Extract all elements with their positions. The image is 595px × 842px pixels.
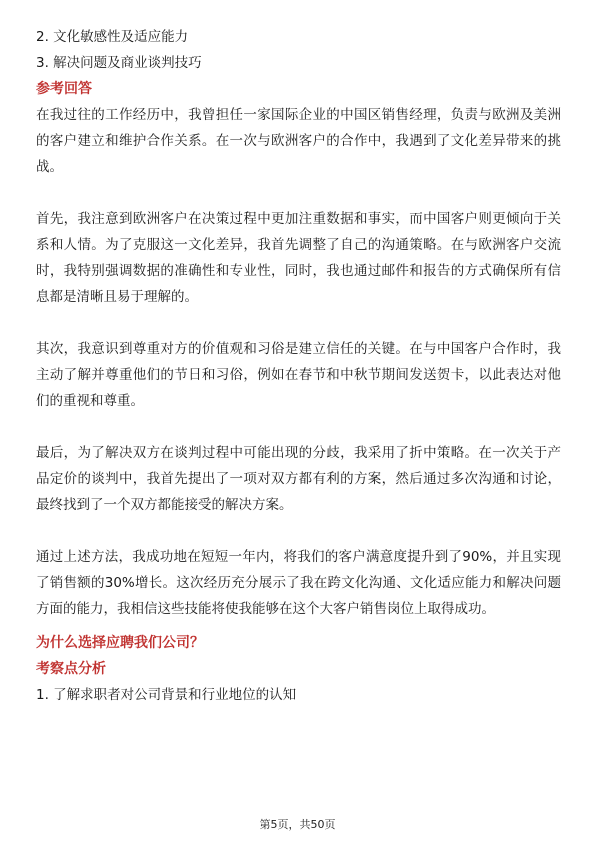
page-footer: 第5页，共50页 [259,818,336,831]
paragraph-spacer [36,180,561,206]
answer-paragraph-4: 最后，为了解决双方在谈判过程中可能出现的分歧，我采用了折中策略。在一次关于产品定价的谈判中，我首先提出了一项对双方都有利的方案，然后通过多次沟通和讨论，最终找到了一个双方都能接受的解决方案。 [36,445,561,513]
answer-paragraph-1: 在我过往的工作经历中，我曾担任一家国际企业的中国区销售经理，负责与欧洲及美洲的客户建立和维护合作关系。在一次与欧洲客户的合作中，我遇到了文化差异带来的挑战。 [36,107,561,175]
next-question-heading: 为什么选择应聘我们公司？ [36,635,204,651]
paragraph-spacer [36,518,561,544]
paragraph-spacer [36,414,561,440]
answer-paragraph-5: 通过上述方法，我成功地在短短一年内，将我们的客户满意度提升到了90%，并且实现了销售额的30%增长。这次经历充分展示了我在跨文化沟通、文化适应能力和解决问题方面的能力，我相信这些技能将使我能够在这个大客户销售岗位上取得成功。 [36,549,561,617]
answer-heading: 参考回答 [36,81,92,97]
analysis-heading: 考察点分析 [36,661,106,677]
section-spacer [36,622,561,630]
answer-paragraph-3: 其次，我意识到尊重对方的价值观和习俗是建立信任的关键。在与中国客户合作时，我主动了解并尊重他们的节日和习俗，例如在春节和中秋节期间发送贺卡，以此表达对他们的重视和尊重。 [36,341,561,409]
top-list-item-2: 2. 文化敏感性及适应能力 [36,29,189,45]
paragraph-spacer [36,310,561,336]
page-content [36,24,561,708]
answer-paragraph-2: 首先，我注意到欧洲客户在决策过程中更加注重数据和事实，而中国客户则更倾向于关系和人情。为了克服这一文化差异，我首先调整了自己的沟通策略。在与欧洲客户交流时，我特别强调数据的准确性和专业性，同时，我也通过邮件和报告的方式确保所有信息都是清晰且易于理解的。 [36,211,561,305]
top-list-item-3: 3. 解决问题及商业谈判技巧 [36,55,202,71]
analysis-list-item-1: 1. 了解求职者对公司背景和行业地位的认知 [36,687,297,703]
